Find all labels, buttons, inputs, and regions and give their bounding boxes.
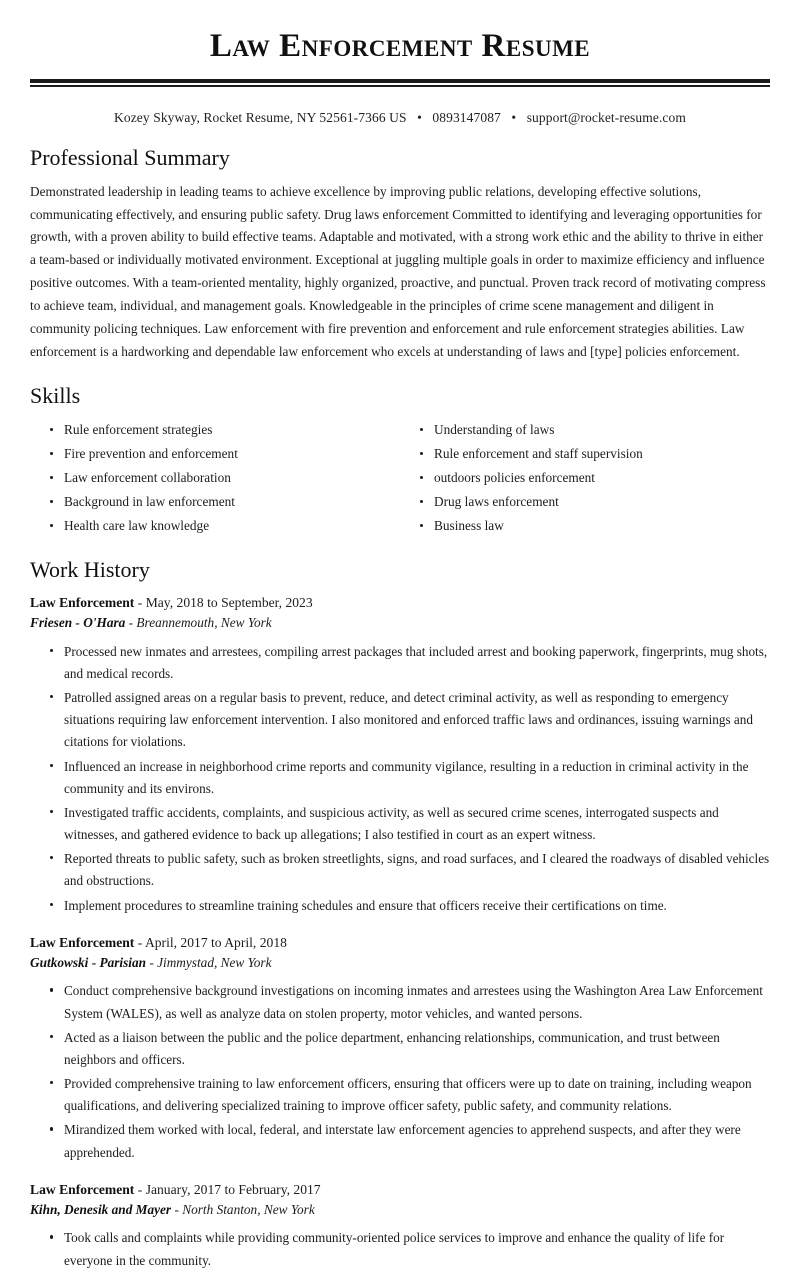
list-item: Provided comprehensive training to law enforcement officers, ensuring that officers were up to date on training, including weapon qualifications, and delivering specialized training to improve officer safety, public safety, and community relations. (64, 1072, 770, 1118)
job-separator: - (137, 934, 143, 950)
section-work-history (30, 557, 770, 1273)
job-company-line (30, 953, 770, 974)
job-header-line (30, 592, 770, 613)
summary-paragraph: Demonstrated leadership in leading teams to achieve excellence by improving public relations, developing effective solutions, communicating effectively, and ensuring public safety. Drug laws enforcement Committed to identifying and leveraging opportunities for growth, with a proven ability to build effective teams. Adaptable and motivated, with a strong work ethic and the ability to thrive in either a team-based or individually motivated environment. Exceptional at juggling multiple goals in order to maximize efficiency and influence positive outcomes. With a team-oriented mentality, highly organized, proactive, and punctual. Proven track record of motivating compress to achieve team, individual, and management goals. Knowledgeable in the principles of crime scene management and diligent in community policing techniques. Law enforcement with fire prevention and enforcement and rule enforcement strategies abilities. Law enforcement is a hardworking and dependable law enforcement who excels at understanding of laws and [type] policies enforcement. (30, 183, 766, 359)
job-header-line (30, 932, 770, 953)
contact-email[interactable]: support@rocket-resume.com (526, 110, 686, 126)
section-skills (30, 383, 770, 538)
list-item: Drug laws enforcement (434, 490, 770, 514)
section-professional-summary (30, 145, 770, 363)
list-item: Acted as a liaison between the public and the police department, enhancing relationships, communication, and trust between neighbors and officers. (64, 1026, 770, 1072)
work-history-entry (30, 592, 770, 918)
job-title: Law Enforcement (30, 1181, 135, 1197)
list-item: Mirandized them worked with local, federal, and interstate law enforcement agencies to apprehend suspects, and after they were apprehended. (64, 1118, 770, 1164)
section-heading-summary: Professional Summary (30, 145, 230, 171)
job-location: North Stanton, New York (182, 1201, 315, 1217)
job-title: Law Enforcement (30, 594, 135, 610)
section-heading-work-history: Work History (30, 556, 150, 582)
job-separator: - (137, 594, 143, 610)
list-item: Reported threats to public safety, such as broken streetlights, signs, and road surfaces, and I cleared the roadways of disabled vehicles and obstructions. (64, 847, 770, 893)
header-divider (30, 79, 770, 87)
job-separator: - (137, 1181, 143, 1197)
job-dates: January, 2017 to February, 2017 (145, 1181, 321, 1197)
work-history-entry (30, 1179, 770, 1273)
job-separator: - (149, 954, 154, 970)
job-company: Kihn, Denesik and Mayer (30, 1201, 172, 1217)
skills-column-left (30, 418, 400, 538)
list-item: Patrolled assigned areas on a regular basis to prevent, reduce, and detect criminal activity, as well as responding to emergency situations requiring law enforcement intervention. I also monitored and enforced traffic laws and ordinances, issuing warnings and citations for violations. (64, 686, 770, 755)
job-title: Law Enforcement (30, 934, 135, 950)
job-bullet-list (30, 640, 770, 918)
list-item: Rule enforcement and staff supervision (434, 442, 770, 466)
job-dates: May, 2018 to September, 2023 (145, 594, 313, 610)
job-company: Gutkowski - Parisian (30, 954, 147, 970)
job-dates: April, 2017 to April, 2018 (144, 934, 287, 950)
contact-address: Kozey Skyway, Rocket Resume, NY 52561-7366 US (114, 110, 407, 126)
list-item: outdoors policies enforcement (434, 466, 770, 490)
list-item: Investigated traffic accidents, complaints, and suspicious activity, as well as secured crime scenes, interrogated suspects and witnesses, and gathered evidence to back up allegations; I also testified in court as an expert witness. (64, 801, 770, 847)
list-item: Understanding of laws (434, 418, 770, 442)
list-item: Took calls and complaints while providing community-oriented police services to improve and enhance the quality of life for everyone in the community. (64, 1226, 770, 1272)
list-item: Background in law enforcement (64, 490, 400, 514)
skills-list-right (400, 418, 770, 538)
page-title: Law Enforcement Resume (209, 28, 591, 64)
contact-separator-1: • (417, 110, 422, 126)
list-item: Health care law knowledge (64, 514, 400, 538)
job-company-line (30, 613, 770, 634)
job-location: Breannemouth, New York (136, 615, 272, 631)
list-item: Implement procedures to streamline training schedules and ensure that officers receive their certifications on time. (64, 894, 770, 918)
contact-line (30, 110, 770, 126)
list-item: Influenced an increase in neighborhood crime reports and community vigilance, resulting in a reduction in criminal activity in the community and its environs. (64, 755, 770, 801)
job-separator: - (128, 615, 134, 631)
job-header-line (30, 1179, 770, 1200)
job-separator: - (174, 1201, 179, 1217)
contact-phone[interactable]: 0893147087 (432, 110, 501, 126)
job-company: Friesen - O'Hara (30, 615, 126, 631)
job-company-line (30, 1200, 770, 1221)
list-item: Conduct comprehensive background investigations on incoming inmates and arrestees using the Washington Area Law Enforcement System (WALES), as well as analyze data on stolen property, motor vehicles, and wanted persons. (64, 979, 770, 1025)
list-item: Rule enforcement strategies (64, 418, 400, 442)
divider-thin-rule (30, 85, 770, 87)
work-history-entry (30, 932, 770, 1165)
skills-column-right (400, 418, 770, 538)
list-item: Business law (434, 514, 770, 538)
job-bullet-list (30, 979, 770, 1164)
skills-list-left (30, 418, 400, 538)
list-item: Fire prevention and enforcement (64, 442, 400, 466)
job-bullet-list (30, 1226, 770, 1272)
list-item: Processed new inmates and arrestees, compiling arrest packages that included arrest and booking paperwork, fingerprints, mug shots, and medical records. (64, 640, 770, 686)
section-heading-skills: Skills (30, 382, 81, 408)
job-location: Jimmystad, New York (157, 954, 272, 970)
contact-separator-2: • (511, 110, 517, 126)
list-item: Law enforcement collaboration (64, 466, 400, 490)
skills-columns (30, 418, 770, 538)
